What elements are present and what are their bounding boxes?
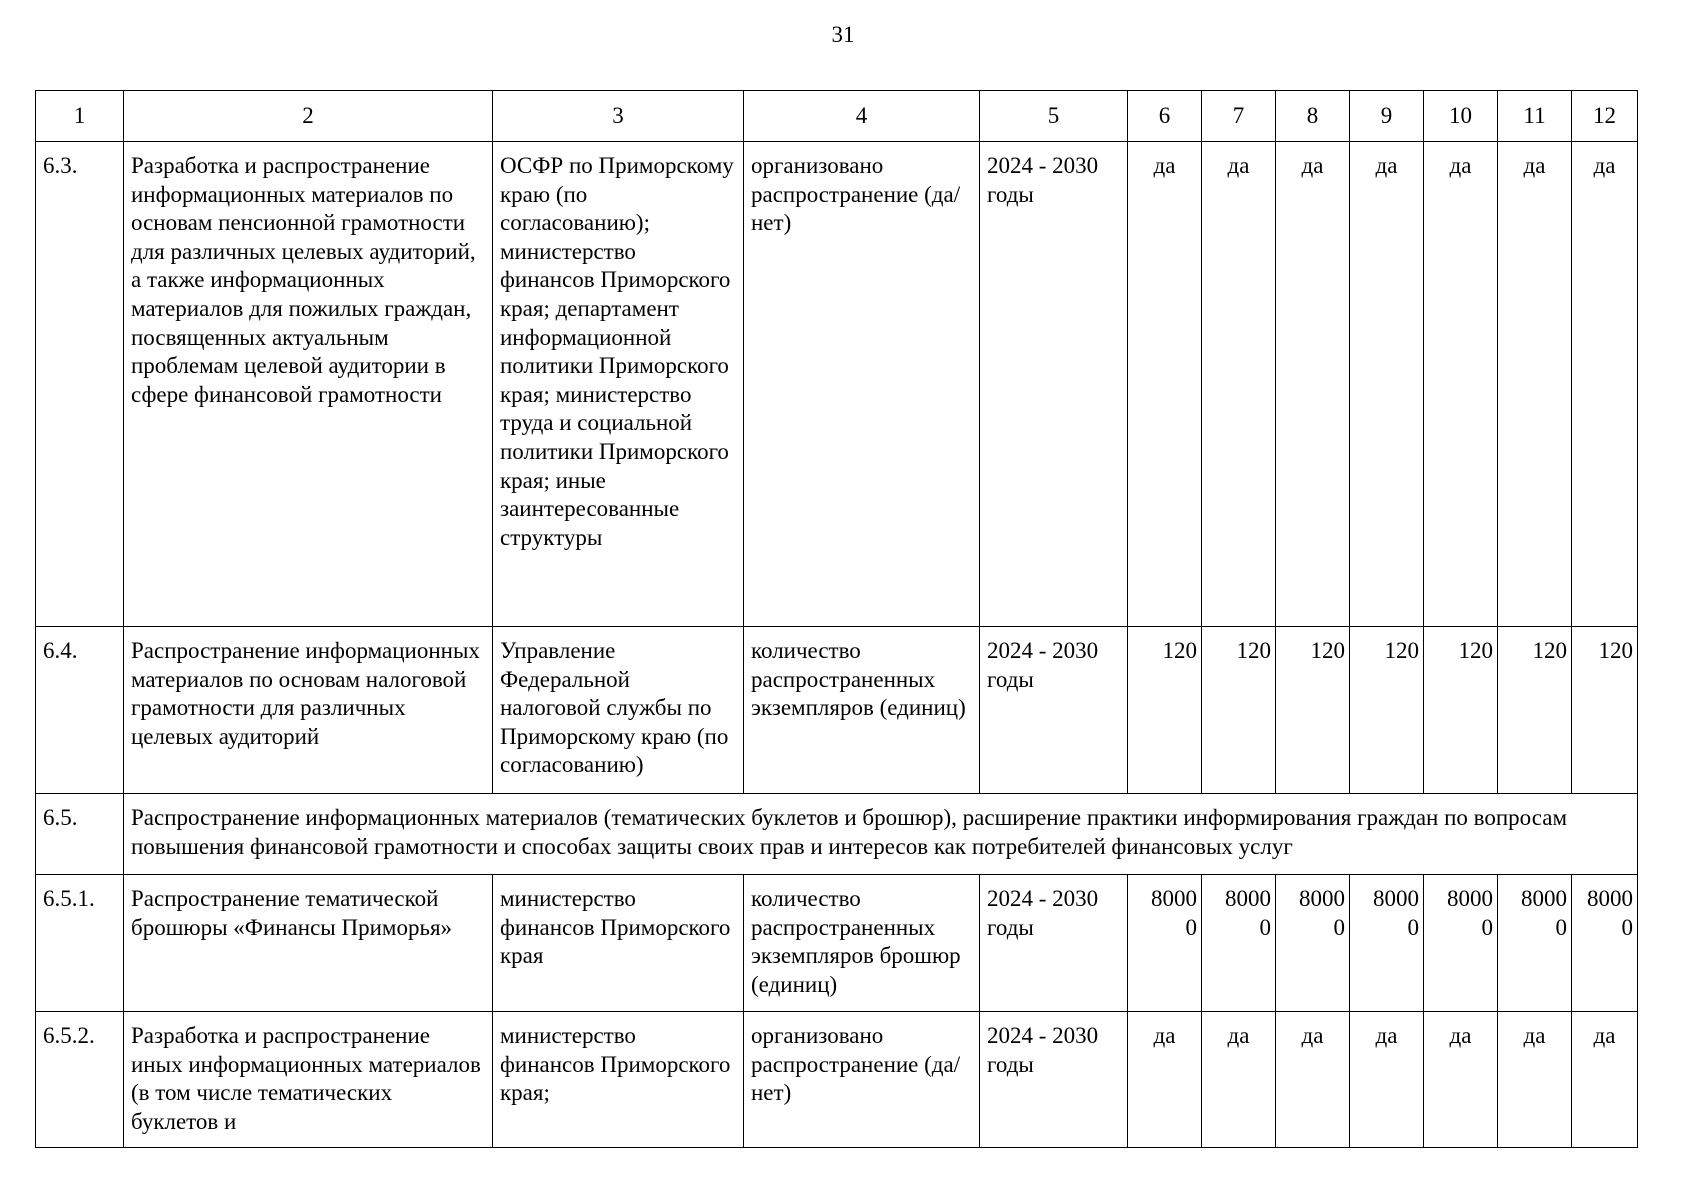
- value-cell: да: [1498, 1012, 1572, 1148]
- value-line-1: 8000: [1521, 886, 1567, 911]
- value-line-2: 0: [1333, 914, 1345, 940]
- value-line-2: 0: [1481, 914, 1493, 940]
- row-number: 6.5.2.: [36, 1012, 124, 1148]
- header-cell: 4: [744, 91, 980, 142]
- value-line-1: 8000: [1299, 886, 1345, 911]
- row-number: 6.5.: [36, 794, 124, 875]
- measure-name: Распространение информационных материалов по основам налоговой грамотности для различных целевых аудиторий: [124, 627, 493, 794]
- header-cell: 9: [1350, 91, 1424, 142]
- table-row-6-5: [36, 794, 1638, 875]
- value-line-1: 8000: [1447, 886, 1493, 911]
- value-cell: да: [1202, 142, 1276, 627]
- indicator: количество распространенных экземпляров брошюр (единиц): [744, 875, 980, 1012]
- value-cell: да: [1424, 142, 1498, 627]
- header-cell: 3: [493, 91, 744, 142]
- value-line-1: 8000: [1225, 886, 1271, 911]
- value-line-2: 0: [1185, 914, 1197, 940]
- value-cell: да: [1202, 1012, 1276, 1148]
- executor: министерство финансов Приморского края;: [493, 1012, 744, 1148]
- value-cell: да: [1276, 1012, 1350, 1148]
- value-cell: [1424, 875, 1498, 1012]
- header-cell: 2: [124, 91, 493, 142]
- value-cell: [1498, 875, 1572, 1012]
- table-row-6-5-2: [36, 1012, 1638, 1148]
- header-cell: 12: [1572, 91, 1638, 142]
- table-row-6-3: [36, 142, 1638, 627]
- value-cell: да: [1498, 142, 1572, 627]
- program-table: [35, 90, 1638, 1148]
- row-number: 6.5.1.: [36, 875, 124, 1012]
- table-row-6-4: [36, 627, 1638, 794]
- value-cell: [1572, 875, 1638, 1012]
- row-number: 6.4.: [36, 627, 124, 794]
- header-cell: 5: [980, 91, 1128, 142]
- value-cell: [1350, 875, 1424, 1012]
- value-line-1: 8000: [1373, 886, 1419, 911]
- page-number: 31: [831, 22, 855, 47]
- value-line-1: 8000: [1587, 886, 1633, 911]
- value-cell: 120: [1424, 627, 1498, 794]
- value-cell: [1128, 875, 1202, 1012]
- value-cell: да: [1128, 1012, 1202, 1148]
- value-cell: 120: [1202, 627, 1276, 794]
- measure-name: Распространение тематической брошюры «Финансы Приморья»: [124, 875, 493, 1012]
- value-line-2: 0: [1407, 914, 1419, 940]
- value-cell: да: [1572, 1012, 1638, 1148]
- measure-name: Разработка и распространение иных информационных материалов (в том числе тематических буклетов и: [124, 1012, 493, 1148]
- indicator: количество распространенных экземпляров (единиц): [744, 627, 980, 794]
- table-header-row: [36, 91, 1638, 142]
- header-cell: 1: [36, 91, 124, 142]
- period: 2024 - 2030 годы: [980, 627, 1128, 794]
- indicator: организовано распространение (да/нет): [744, 142, 980, 627]
- value-cell: да: [1276, 142, 1350, 627]
- value-line-2: 0: [1621, 914, 1633, 940]
- value-cell: [1276, 875, 1350, 1012]
- value-cell: да: [1424, 1012, 1498, 1148]
- value-line-2: 0: [1259, 914, 1271, 940]
- table-row-6-5-1: [36, 875, 1638, 1012]
- executor: Управление Федеральной налоговой службы по Приморскому краю (по согласованию): [493, 627, 744, 794]
- value-cell: 120: [1350, 627, 1424, 794]
- value-cell: [1202, 875, 1276, 1012]
- value-cell: 120: [1572, 627, 1638, 794]
- header-cell: 6: [1128, 91, 1202, 142]
- value-cell: да: [1572, 142, 1638, 627]
- value-cell: 120: [1128, 627, 1202, 794]
- value-cell: да: [1128, 142, 1202, 627]
- executor: ОСФР по Приморскому краю (по согласованию); министерство финансов Приморского края; департамент информационной политики Приморского края; министерство труда и социальной политики Приморского края; иные заинтересованные структуры: [493, 142, 744, 627]
- header-cell: 10: [1424, 91, 1498, 142]
- header-cell: 8: [1276, 91, 1350, 142]
- measure-name: Разработка и распространение информационных материалов по основам пенсионной грамотности для различных целевых аудиторий, а также информационных материалов для пожилых граждан, посвященных актуальным проблемам целевой аудитории в сфере финансовой грамотности: [124, 142, 493, 627]
- header-cell: 11: [1498, 91, 1572, 142]
- row-number: 6.3.: [36, 142, 124, 627]
- value-cell: да: [1350, 1012, 1424, 1148]
- period: 2024 - 2030 годы: [980, 875, 1128, 1012]
- indicator: организовано распространение (да/нет): [744, 1012, 980, 1148]
- section-title: Распространение информационных материалов (тематических буклетов и брошюр), расширение практики информирования граждан по вопросам повышения финансовой грамотности и способах защиты своих прав и интересов как потребителей финансовых услуг: [124, 794, 1638, 875]
- header-cell: 7: [1202, 91, 1276, 142]
- value-line-2: 0: [1555, 914, 1567, 940]
- value-cell: да: [1350, 142, 1424, 627]
- period: 2024 - 2030 годы: [980, 142, 1128, 627]
- executor: министерство финансов Приморского края: [493, 875, 744, 1012]
- period: 2024 - 2030 годы: [980, 1012, 1128, 1148]
- value-line-1: 8000: [1151, 886, 1197, 911]
- value-cell: 120: [1276, 627, 1350, 794]
- value-cell: 120: [1498, 627, 1572, 794]
